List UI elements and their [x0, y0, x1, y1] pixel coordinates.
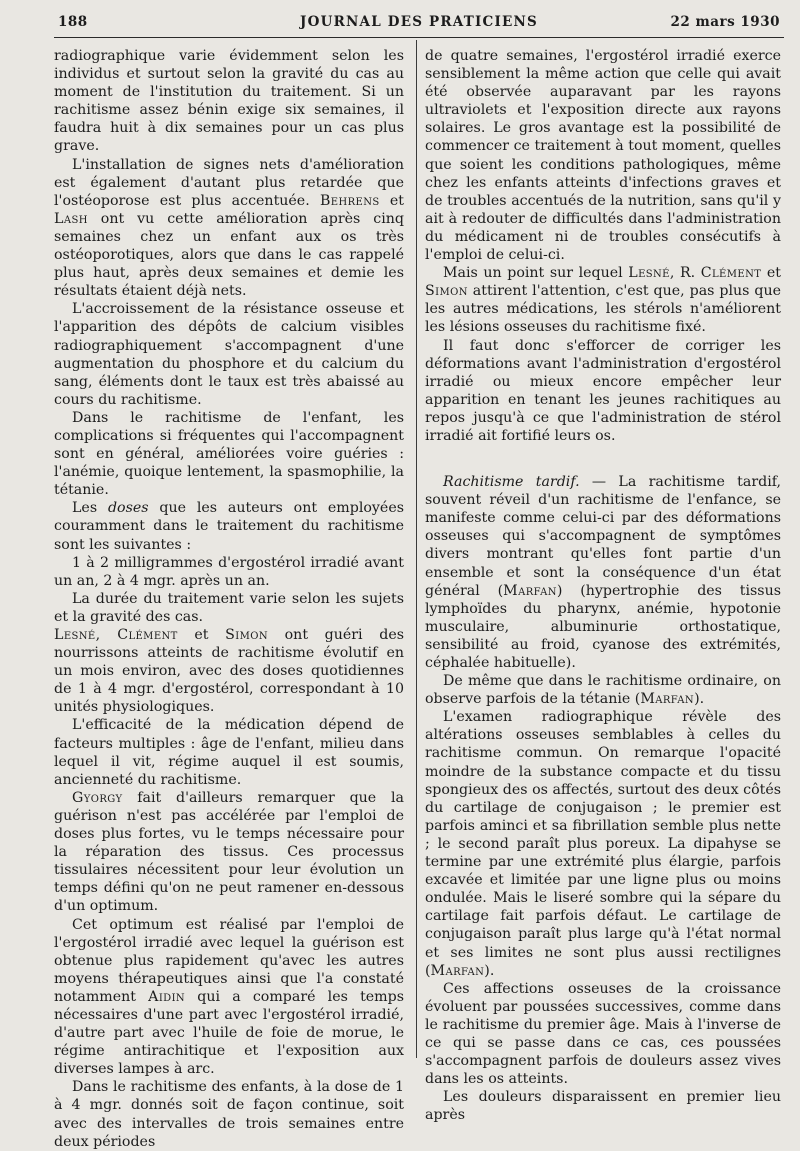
- section-spacer: [425, 445, 781, 473]
- author-name: Clément: [700, 265, 762, 282]
- paragraph: Mais un point sur lequel Lesné, R. Clément et Simon attirent l'attention, c'est que, pas plus que les autres médications, les stérols n'améliorent les lésions osseuses du rachitisme fixé.: [425, 265, 781, 336]
- issue-date: 22 mars 1930: [670, 14, 780, 30]
- emphasis: doses: [107, 500, 149, 517]
- author-name: Marfan: [430, 962, 485, 979]
- paragraph: Gyorgy fait d'ailleurs remarquer que la guérison n'est pas accélérée par l'emploi de doses plus fortes, vu le temps nécessaire pour la réparation des tissus. Ces processus tissulaires nécessitent pour leur évolution un temps défini qu'on ne peut ramener en-dessous d'un optimum.: [54, 789, 404, 915]
- author-name: Simon: [225, 627, 268, 643]
- author-name: Marfan: [503, 582, 557, 599]
- paragraph: L'accroissement de la résistance osseuse et l'apparition des dépôts de calcium visibles radiographiquement s'accompagnent d'une augmentation du phosphore et du calcium du sang, éléments dont le taux est très abaissé au cours du rachitisme.: [54, 301, 404, 408]
- author-name: Lesné: [628, 265, 670, 282]
- paragraph: 1 à 2 milligrammes d'ergostérol irradié avant un an, 2 à 4 mgr. après un an.: [54, 554, 404, 589]
- journal-title: JOURNAL DES PRATICIENS: [300, 14, 538, 30]
- paragraph: radiographique varie évidemment selon les individus et surtout selon la gravité du cas au moment de l'institution du traitement. Si un rachitisme assez bénin exige six semaines, il faudra huit à dix semaines pour un cas plus grave.: [54, 48, 404, 155]
- author-name: Gyorgy: [72, 789, 123, 806]
- paragraph: L'examen radiographique révèle des altérations osseuses semblables à celles du rachitisme commun. On remarque l'opacité moindre de la substance compacte et du tissu spongieux des os affectés, surtout des deux côtés du cartilage de conjugaison ; le premier est parfois aminci et sa fibrillation semble plus nette ; le second paraît plus poreux. La dipahyse se termine par une extrémité plus élargie, parfois excavée et limitée par une ligne plus ou moins ondulée. Mais le liseré sombre qui la sépare du cartilage fait parfois défaut. Le cartilage de conjugaison paraît plus large qu'à l'état normal et ses limites ne sont plus aussi rectilignes (Marfan).: [425, 709, 781, 979]
- author-name: Clément: [117, 627, 178, 643]
- section-heading: Rachitisme tardif.: [443, 474, 580, 491]
- paragraph: L'installation de signes nets d'amélioration est également d'autant plus retardée que l'ostéoporose est plus accentuée. Behrens et Lash ont vu cette amélioration après cinq semaines chez un enfant aux os très ostéoporotiques, alors que dans le cas rappelé plus haut, après deux semaines et demie les résultats étaient déjà nets.: [54, 156, 404, 300]
- author-name: Aidin: [148, 988, 186, 1005]
- paragraph: de quatre semaines, l'ergostérol irradié exerce sensiblement la même action que celle qui avait été observée auparavant par les rayons ultraviolets et l'exposition directe aux rayons solaires. Le gros avantage est la possibilité de commencer ce traitement à tout moment, quelles que soient les conditions pathologiques, même chez les enfants atteints d'infections graves et de troubles accentués de la nutrition, sans qu'il y ait à redouter de difficultés dans l'administration du médicament ni de troubles consécutifs à l'emploi de celui-ci.: [425, 48, 781, 264]
- author-name: Lash: [54, 210, 88, 227]
- left-column: [54, 47, 404, 1151]
- paragraph: Les douleurs disparaissent en premier lieu après: [425, 1089, 781, 1124]
- paragraph: Rachitisme tardif. — La rachitisme tardif, souvent réveil d'un rachitisme de l'enfance, se manifeste comme celui-ci par des déformations osseuses qui s'accompagnent de symptômes divers montrant qu'elles font partie d'un ensemble et sont la conséquence d'un état général (Marfan) (hypertrophie des tissus lymphoïdes du pharynx, anémie, hypotonie musculaire, albuminurie orthostatique, sensibilité au froid, cyanose des extrémités, céphalée habituelle).: [425, 474, 781, 671]
- header-rule: [54, 37, 784, 38]
- paragraph: L'efficacité de la médication dépend de facteurs multiples : âge de l'enfant, milieu dans lequel il vit, régime auquel il est soumis, ancienneté du rachitisme.: [54, 717, 404, 788]
- paragraph: Ces affections osseuses de la croissance évoluent par poussées successives, comme dans le rachitisme du premier âge. Mais à l'inverse de ce qui se passe dans ce cas, ces poussées s'accompagnent parfois de douleurs assez vives dans les os atteints.: [425, 980, 781, 1088]
- paragraph: La durée du traitement varie selon les sujets et la gravité des cas.: [54, 590, 404, 625]
- paragraph: De même que dans le rachitisme ordinaire, on observe parfois de la tétanie (Marfan).: [425, 673, 781, 708]
- author-name: Simon: [425, 283, 468, 300]
- page-number: 188: [58, 14, 88, 30]
- column-divider: [416, 40, 417, 1058]
- paragraph: Dans le rachitisme de l'enfant, les complications si fréquentes qui l'accompagnent sont en général, améliorées voire guéries : l'anémie, quoique lentement, la spasmophilie, la tétanie.: [54, 409, 404, 499]
- paragraph: Lesné, Clément et Simon ont guéri des nourrissons atteints de rachitisme évolutif en un mois environ, avec des doses quotidiennes de 1 à 4 mgr. d'ergostérol, correspondant à 10 unités physiologiques.: [54, 627, 404, 716]
- author-name: Marfan: [640, 691, 695, 708]
- paragraph: Il faut donc s'efforcer de corriger les déformations avant l'administration d'ergostérol irradié ou mieux encore empêcher leur apparition en tenant les jeunes rachitiques au repos jusqu'à ce que l'administration de stérol irradié ait fortifié leurs os.: [425, 337, 781, 444]
- paragraph: Cet optimum est réalisé par l'emploi de l'ergostérol irradié avec lequel la guérison est obtenue plus rapidement qu'avec les autres moyens thérapeutiques ainsi que l'a constaté notamment Aidin qui a comparé les temps nécessaires d'une part avec l'ergostérol irradié, d'autre part avec l'huile de foie de morue, le régime antirachitique et l'exposition aux diverses lampes à arc.: [54, 916, 404, 1078]
- paragraph: Dans le rachitisme des enfants, à la dose de 1 à 4 mgr. donnés soit de façon continue, soit avec des intervalles de trois semaines entre deux périodes: [54, 1079, 404, 1150]
- author-name: Lesné,: [54, 627, 101, 643]
- author-name: Behrens: [319, 192, 380, 209]
- paragraph: Les doses que les auteurs ont employées couramment dans le traitement du rachitisme sont les suivantes :: [54, 500, 404, 553]
- page-header: [58, 14, 780, 34]
- right-column: [425, 47, 781, 1124]
